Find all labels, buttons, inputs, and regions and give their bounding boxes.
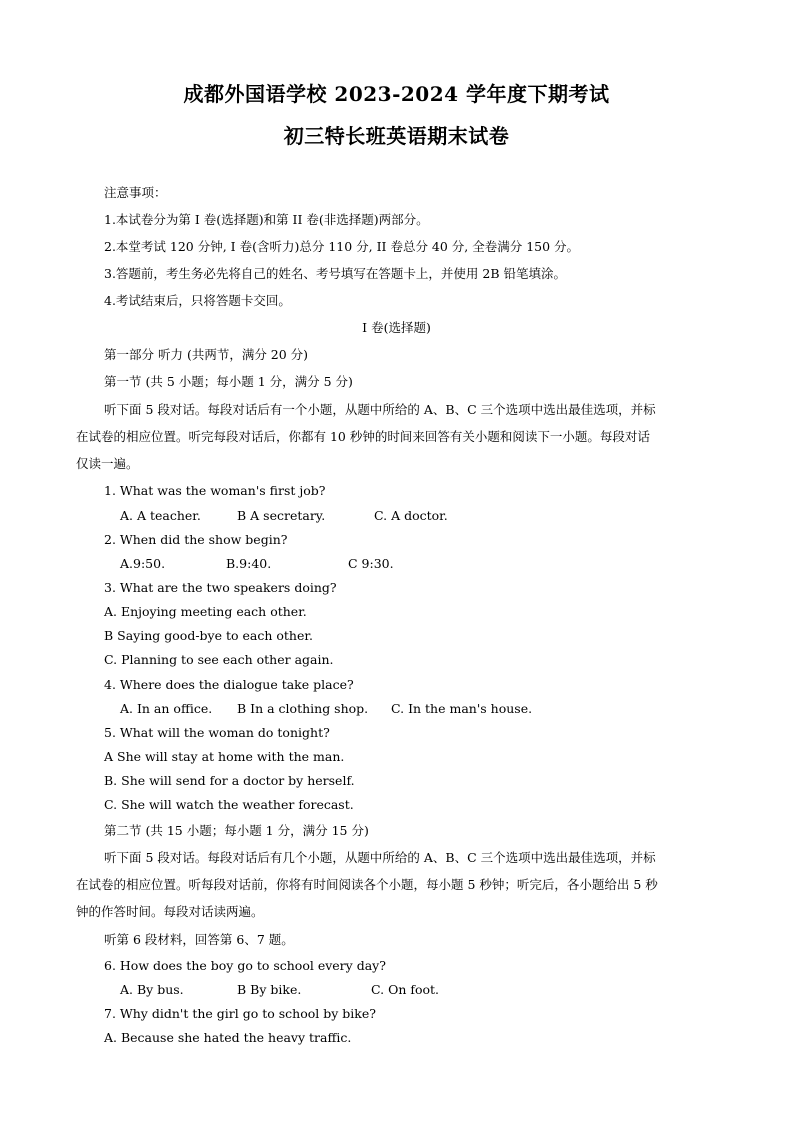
instruction-line: 仅读一遍。	[76, 456, 139, 471]
exam-subtitle: 初三特长班英语期末试卷	[283, 124, 510, 148]
option-a: A. Enjoying meeting each other.	[104, 604, 307, 619]
section-heading: 第一节 (共 5 小题；每小题 1 分，满分 5 分)	[104, 374, 353, 389]
option-b: B A secretary.	[237, 508, 326, 523]
exam-title: 成都外国语学校 2023-2024 学年度下期考试	[183, 82, 610, 106]
note-item: 1.本试卷分为第 I 卷(选择题)和第 II 卷(非选择题)两部分。	[104, 212, 429, 227]
option-a: A.9:50.	[120, 556, 166, 571]
option-a: A. In an office.	[120, 701, 213, 716]
instruction-line: 钟的作答时间。每段对话读两遍。	[76, 904, 264, 919]
note-item: 4.考试结束后，只将答题卡交回。	[104, 293, 291, 308]
option-b: B.9:40.	[226, 556, 272, 571]
part-heading: 第一部分 听力 (共两节，满分 20 分)	[104, 347, 309, 362]
question-stem: 2. When did the show begin?	[104, 532, 288, 547]
option-b: B In a clothing shop.	[237, 701, 369, 716]
option-a: A She will stay at home with the man.	[104, 749, 345, 764]
option-b: B Saying good-bye to each other.	[104, 628, 313, 643]
option-c: C. She will watch the weather forecast.	[104, 797, 354, 812]
option-a: A. A teacher.	[120, 508, 201, 523]
option-c: C. On foot.	[371, 982, 440, 997]
note-item: 3.答题前，考生务必先将自己的姓名、考号填写在答题卡上，并使用 2B 铅笔填涂。	[104, 266, 567, 281]
option-c: C. Planning to see each other again.	[104, 652, 334, 667]
instruction-line: 在试卷的相应位置。听每段对话前，你将有时间阅读各个小题，每小题 5 秒钟；听完后，各小题给出 5 秒	[76, 877, 658, 892]
option-c: C 9:30.	[348, 556, 394, 571]
question-stem: 5. What will the woman do tonight?	[104, 725, 330, 740]
instruction-line: 听下面 5 段对话。每段对话后有几个小题，从题中所给的 A、B、C 三个选项中选出最佳选项，并标	[104, 850, 656, 865]
section-heading: 第二节 (共 15 小题；每小题 1 分，满分 15 分)	[104, 823, 369, 838]
option-b: B By bike.	[237, 982, 302, 997]
material-heading: 听第 6 段材料，回答第 6、7 题。	[104, 932, 294, 947]
option-b: B. She will send for a doctor by herself.	[104, 773, 355, 788]
note-item: 2.本堂考试 120 分钟, I 卷(含听力)总分 110 分, II 卷总分 40 分, 全卷满分 150 分。	[104, 239, 580, 254]
volume-heading: I 卷(选择题)	[362, 320, 431, 335]
option-a: A. Because she hated the heavy traffic.	[104, 1030, 352, 1045]
question-stem: 6. How does the boy go to school every day?	[104, 958, 386, 973]
question-stem: 3. What are the two speakers doing?	[104, 580, 337, 595]
question-stem: 4. Where does the dialogue take place?	[104, 677, 354, 692]
notes-heading: 注意事项：	[104, 185, 167, 200]
instruction-line: 听下面 5 段对话。每段对话后有一个小题，从题中所给的 A、B、C 三个选项中选出最佳选项，并标	[104, 402, 656, 417]
option-a: A. By bus.	[120, 982, 184, 997]
question-stem: 7. Why didn't the girl go to school by bike?	[104, 1006, 376, 1021]
instruction-line: 在试卷的相应位置。听完每段对话后，你都有 10 秒钟的时间来回答有关小题和阅读下一小题。每段对话	[76, 429, 650, 444]
option-c: C. In the man's house.	[391, 701, 533, 716]
option-c: C. A doctor.	[374, 508, 448, 523]
question-stem: 1. What was the woman's first job?	[104, 483, 326, 498]
